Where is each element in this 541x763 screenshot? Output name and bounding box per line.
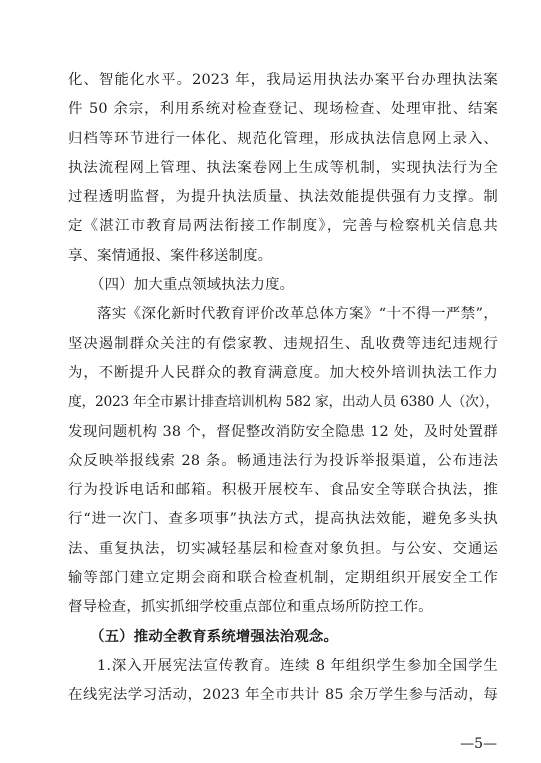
- body-line-10: 坚决遏制群众关注的有偿家教、违规招生、乱收费等违纪违规行: [68, 335, 498, 352]
- body-line-11: 为，不断提升人民群众的教育满意度。加大校外培训执法工作力: [68, 364, 498, 381]
- body-line-14: 众反映举报线索 28 条。畅通违法行为投诉举报渠道，公布违法: [68, 452, 498, 469]
- document-body: [68, 66, 498, 711]
- body-line-2: 件 50 余宗，利用系统对检查登记、现场检查、处理审批、结案: [68, 101, 498, 118]
- body-line-9: 落实《深化新时代教育评价改革总体方案》“十不得一严禁”，: [97, 306, 498, 323]
- body-line-15: 行为投诉电话和邮箱。积极开展校车、食品安全等联合执法，推: [68, 482, 498, 499]
- body-line-5: 过程透明监督，为提升执法质量、执法效能提供强有力支撑。制: [68, 189, 498, 206]
- body-line-7: 享、案情通报、案件移送制度。: [68, 247, 273, 264]
- body-line-17: 法、重复执法，切实减轻基层和检查对象负担。与公安、交通运: [68, 540, 498, 557]
- section-heading-5: （五）推动全教育系统增强法治观念。: [90, 628, 339, 645]
- section-heading-4: （四）加大重点领域执法力度。: [90, 277, 295, 294]
- body-line-12: 度，2023 年全市累计排查培训机构 582 家，出动人员 6380 人（次），: [68, 394, 499, 411]
- body-line-18: 输等部门建立定期会商和联合检查机制，定期组织开展安全工作: [68, 570, 498, 587]
- page-number: —5—: [460, 736, 497, 752]
- body-line-1: 化、智能化水平。2023 年，我局运用执法办案平台办理执法案: [68, 72, 498, 88]
- body-line-22: 在线宪法学习活动，2023 年全市共计 85 余万学生参与活动，每: [68, 687, 498, 704]
- body-line-3: 归档等环节进行一体化、规范化管理，形成执法信息网上录入、: [68, 130, 498, 147]
- body-line-6: 定《湛江市教育局两法衔接工作制度》，完善与检察机关信息共: [68, 218, 498, 235]
- body-line-19: 督导检查，抓实抓细学校重点部位和重点场所防控工作。: [68, 599, 433, 616]
- body-line-4: 执法流程网上管理、执法案卷网上生成等机制，实现执法行为全: [68, 159, 498, 176]
- body-line-21: 1.深入开展宪法宣传教育。连续 8 年组织学生参加全国学生: [97, 657, 498, 674]
- body-line-16: 行“进一次门、查多项事”执法方式，提高执法效能，避免多头执: [68, 511, 498, 528]
- body-line-13: 发现问题机构 38 个，督促整改消防安全隐患 12 处，及时处置群: [68, 423, 498, 440]
